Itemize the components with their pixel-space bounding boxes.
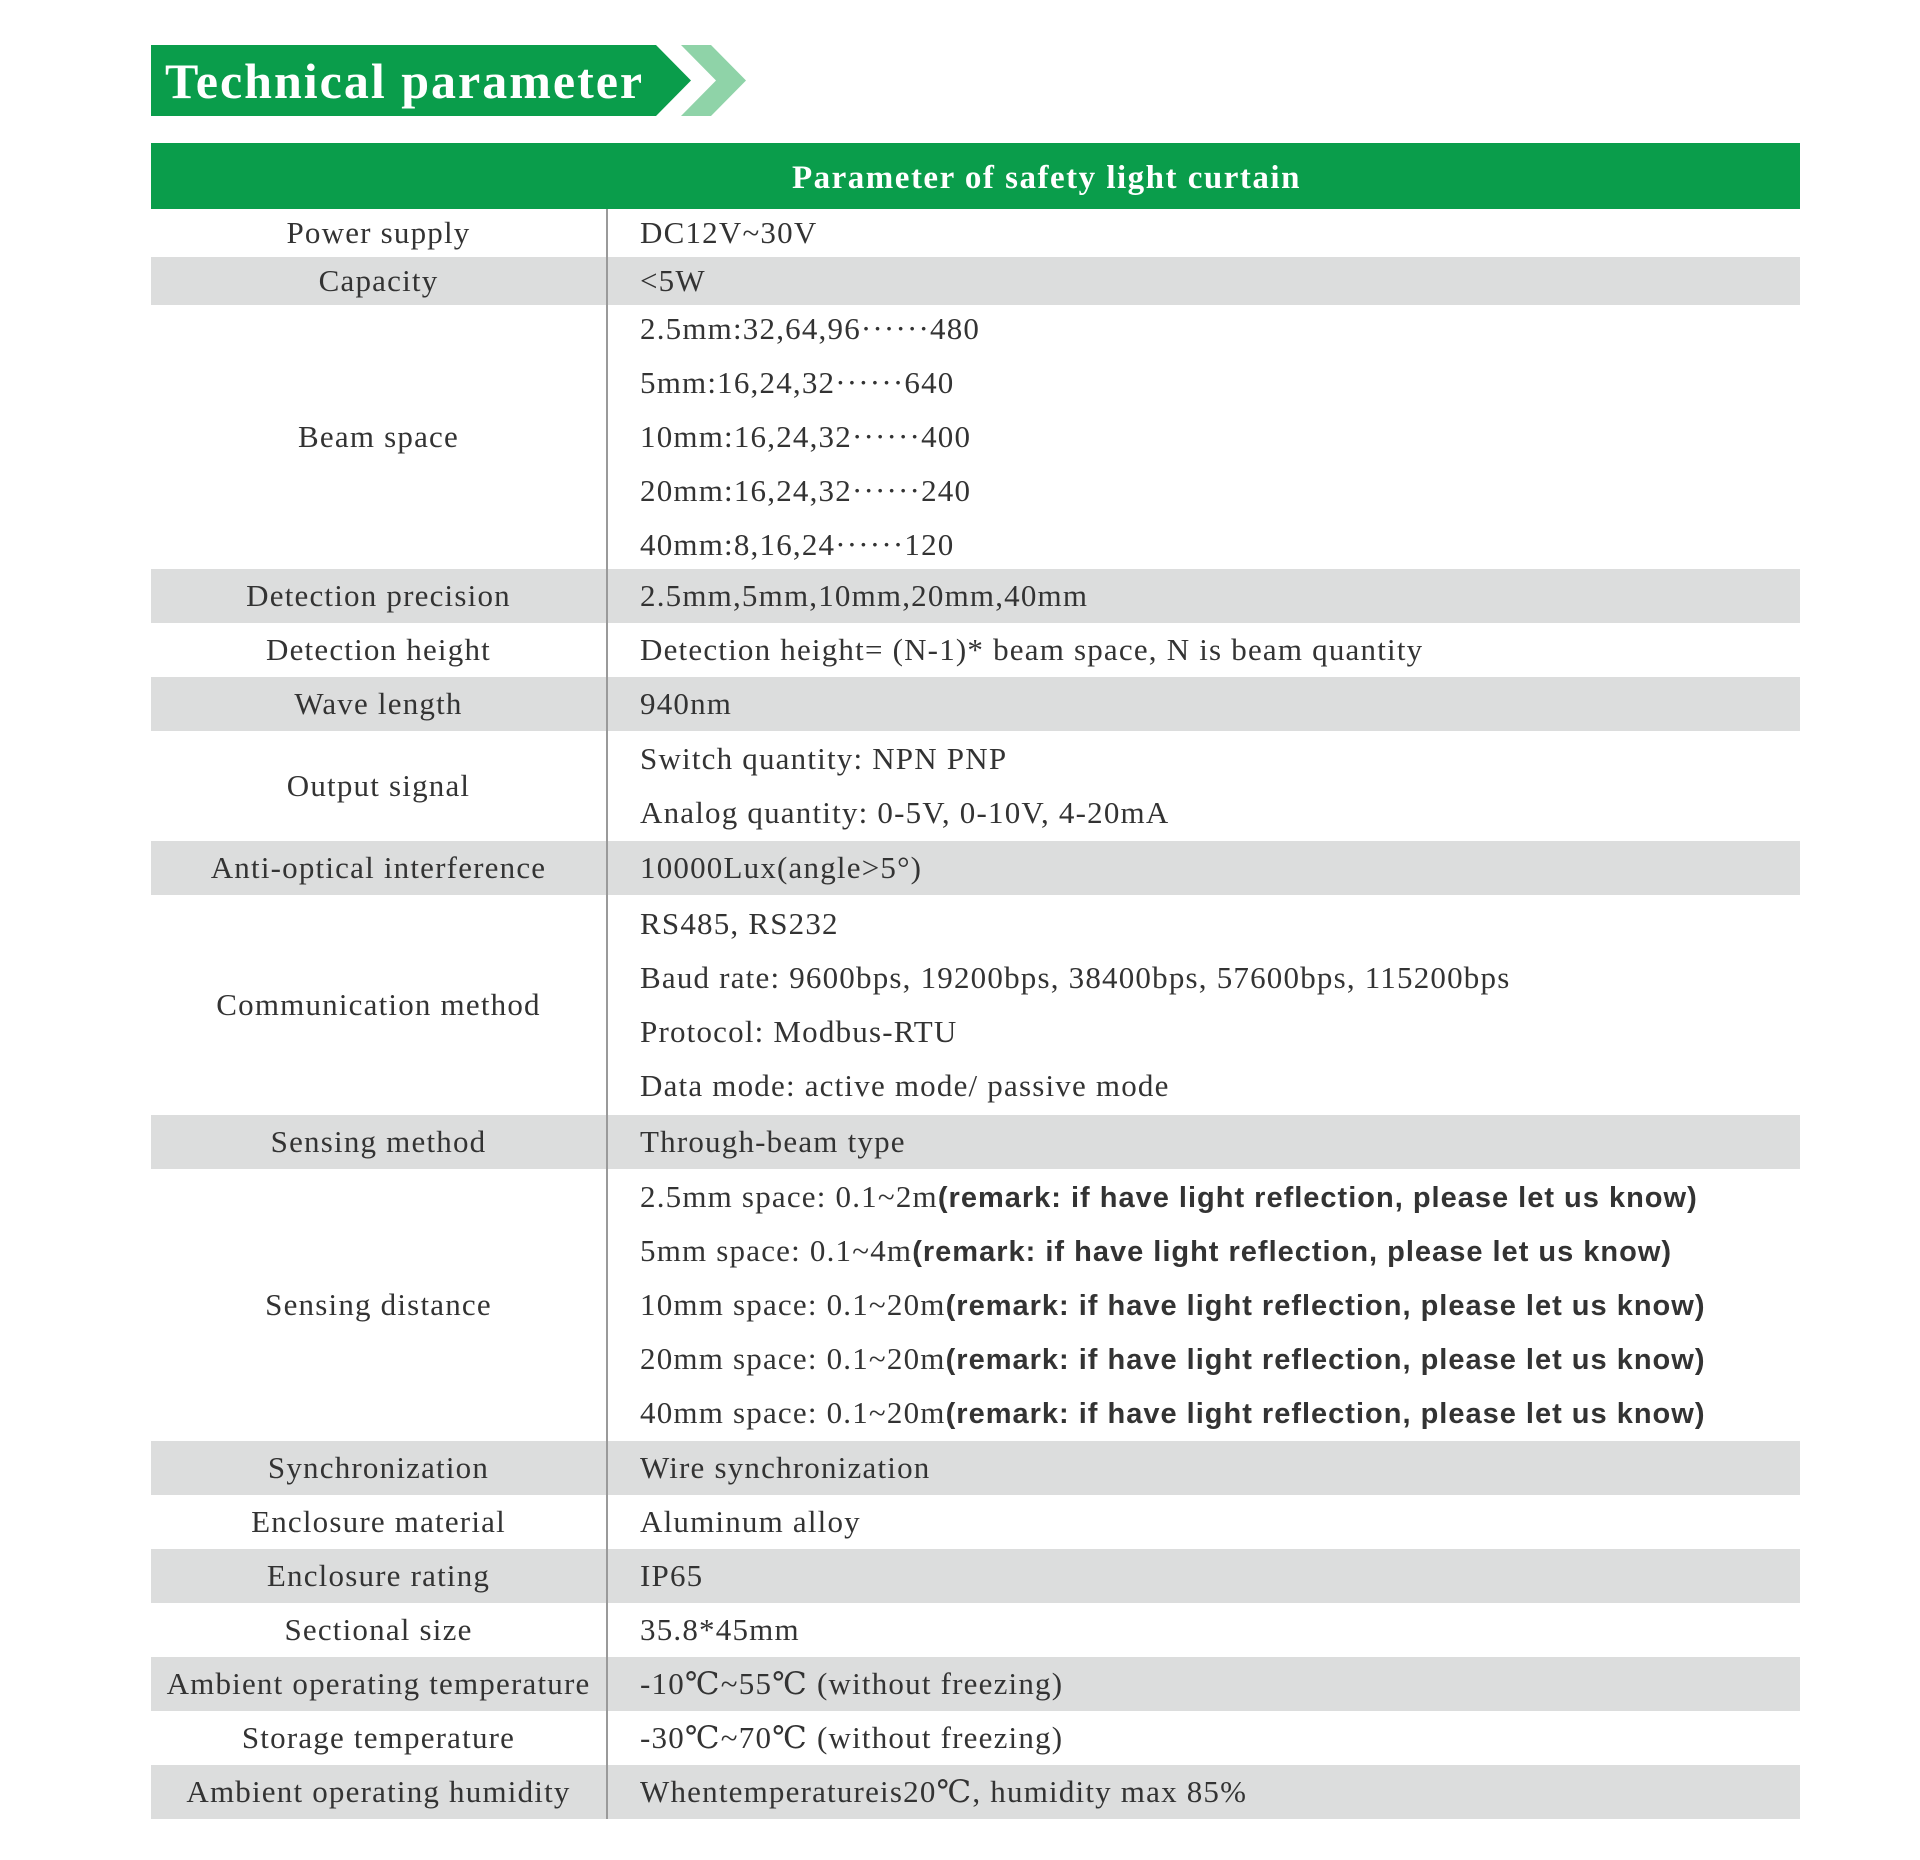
value-text: -10℃~55℃ (without freezing) xyxy=(640,1666,1064,1701)
value-text: Aluminum alloy xyxy=(640,1504,861,1539)
value-text: <5W xyxy=(640,263,706,298)
table-body xyxy=(151,209,1800,1819)
row-label: Enclosure rating xyxy=(151,1549,608,1603)
row-label: Sectional size xyxy=(151,1603,608,1657)
value-line xyxy=(640,1657,1800,1711)
value-text: RS485, RS232 xyxy=(640,906,839,941)
table-row xyxy=(151,1169,1800,1441)
table-row xyxy=(151,623,1800,677)
table-row xyxy=(151,1441,1800,1495)
value-line xyxy=(640,897,1800,951)
value-line xyxy=(640,356,1800,410)
value-line xyxy=(640,209,1800,257)
table-row xyxy=(151,1711,1800,1765)
row-value xyxy=(608,1603,1800,1657)
value-line xyxy=(640,302,1800,356)
value-line xyxy=(640,464,1800,518)
row-value xyxy=(608,841,1800,895)
table-row xyxy=(151,841,1800,895)
value-line xyxy=(640,1765,1800,1819)
row-value xyxy=(608,569,1800,623)
row-value xyxy=(608,1549,1800,1603)
value-text: 5mm space: 0.1~4m xyxy=(640,1233,913,1268)
row-label: Capacity xyxy=(151,257,608,305)
table-row xyxy=(151,1765,1800,1819)
value-text: 2.5mm:32,64,96······480 xyxy=(640,311,981,346)
table-row xyxy=(151,257,1800,305)
table-row xyxy=(151,1549,1800,1603)
value-line xyxy=(640,1224,1800,1278)
row-value xyxy=(608,1441,1800,1495)
row-value xyxy=(608,1711,1800,1765)
parameter-table xyxy=(151,143,1800,1819)
row-value xyxy=(608,305,1800,569)
value-line xyxy=(640,1549,1800,1603)
table-row xyxy=(151,305,1800,569)
row-label: Beam space xyxy=(151,305,608,569)
value-line xyxy=(640,1059,1800,1113)
row-label: Communication method xyxy=(151,895,608,1115)
value-line xyxy=(640,623,1800,677)
value-text: 10mm:16,24,32······400 xyxy=(640,419,972,454)
row-label: Wave length xyxy=(151,677,608,731)
value-line xyxy=(640,841,1800,895)
value-text: Baud rate: 9600bps, 19200bps, 38400bps, 57600bps, 115200bps xyxy=(640,960,1511,995)
value-line xyxy=(640,1495,1800,1549)
row-label: Ambient operating humidity xyxy=(151,1765,608,1819)
value-text: Whentemperatureis20℃, humidity max 85% xyxy=(640,1774,1248,1809)
value-text: Detection height= (N-1)* beam space, N is beam quantity xyxy=(640,632,1424,667)
value-line xyxy=(640,1115,1800,1169)
page-title: Technical parameter xyxy=(165,53,645,109)
table-row xyxy=(151,731,1800,841)
remark-text: (remark: if have light reflection, please let us know) xyxy=(912,1236,1673,1268)
value-line xyxy=(640,786,1800,840)
value-text: -30℃~70℃ (without freezing) xyxy=(640,1720,1064,1755)
value-text: Data mode: active mode/ passive mode xyxy=(640,1068,1170,1103)
value-text: 20mm:16,24,32······240 xyxy=(640,473,972,508)
row-value xyxy=(608,1657,1800,1711)
remark-text: (remark: if have light reflection, please let us know) xyxy=(945,1344,1706,1376)
value-text: Through-beam type xyxy=(640,1124,906,1159)
row-label: Power supply xyxy=(151,209,608,257)
table-header: Parameter of safety light curtain xyxy=(151,143,1800,209)
row-value xyxy=(608,1495,1800,1549)
value-text: Switch quantity: NPN PNP xyxy=(640,741,1008,776)
row-value xyxy=(608,1169,1800,1441)
table-row xyxy=(151,1115,1800,1169)
row-value xyxy=(608,1765,1800,1819)
section-banner xyxy=(151,45,746,116)
value-line xyxy=(640,1711,1800,1765)
table-row xyxy=(151,569,1800,623)
value-line xyxy=(640,410,1800,464)
row-label: Enclosure material xyxy=(151,1495,608,1549)
table-row xyxy=(151,1495,1800,1549)
row-value xyxy=(608,677,1800,731)
table-row xyxy=(151,677,1800,731)
row-label: Sensing method xyxy=(151,1115,608,1169)
row-value xyxy=(608,209,1800,257)
value-text: Wire synchronization xyxy=(640,1450,931,1485)
value-line xyxy=(640,1005,1800,1059)
value-text: 10mm space: 0.1~20m xyxy=(640,1287,946,1322)
row-label: Anti-optical interference xyxy=(151,841,608,895)
remark-text: (remark: if have light reflection, please let us know) xyxy=(945,1398,1706,1430)
row-label: Sensing distance xyxy=(151,1169,608,1441)
row-value xyxy=(608,731,1800,841)
value-line xyxy=(640,951,1800,1005)
remark-text: (remark: if have light reflection, please let us know) xyxy=(937,1182,1698,1214)
value-text: 10000Lux(angle>5°) xyxy=(640,850,923,885)
row-label: Detection height xyxy=(151,623,608,677)
value-text: DC12V~30V xyxy=(640,215,818,250)
row-value xyxy=(608,257,1800,305)
value-line xyxy=(640,1170,1800,1224)
value-line xyxy=(640,257,1800,305)
row-label: Output signal xyxy=(151,731,608,841)
value-text: 40mm space: 0.1~20m xyxy=(640,1395,946,1430)
value-text: Analog quantity: 0-5V, 0-10V, 4-20mA xyxy=(640,795,1170,830)
value-line xyxy=(640,1441,1800,1495)
table-row xyxy=(151,895,1800,1115)
table-row xyxy=(151,1657,1800,1711)
value-text: 2.5mm,5mm,10mm,20mm,40mm xyxy=(640,578,1089,613)
row-label: Storage temperature xyxy=(151,1711,608,1765)
value-text: 40mm:8,16,24······120 xyxy=(640,527,955,562)
row-value xyxy=(608,1115,1800,1169)
table-row xyxy=(151,209,1800,257)
remark-text: (remark: if have light reflection, please let us know) xyxy=(945,1290,1706,1322)
row-value xyxy=(608,623,1800,677)
value-line xyxy=(640,677,1800,731)
value-text: IP65 xyxy=(640,1558,704,1593)
value-text: 35.8*45mm xyxy=(640,1612,800,1647)
row-label: Synchronization xyxy=(151,1441,608,1495)
value-line xyxy=(640,1386,1800,1440)
row-label: Detection precision xyxy=(151,569,608,623)
table-row xyxy=(151,1603,1800,1657)
row-label: Ambient operating temperature xyxy=(151,1657,608,1711)
value-line xyxy=(640,732,1800,786)
value-line xyxy=(640,518,1800,572)
value-line xyxy=(640,1603,1800,1657)
row-value xyxy=(608,895,1800,1115)
value-line xyxy=(640,1332,1800,1386)
value-text: 2.5mm space: 0.1~2m xyxy=(640,1179,938,1214)
value-line xyxy=(640,1278,1800,1332)
value-text: 940nm xyxy=(640,686,733,721)
value-text: 20mm space: 0.1~20m xyxy=(640,1341,946,1376)
value-line xyxy=(640,569,1800,623)
value-text: 5mm:16,24,32······640 xyxy=(640,365,955,400)
value-text: Protocol: Modbus-RTU xyxy=(640,1014,958,1049)
